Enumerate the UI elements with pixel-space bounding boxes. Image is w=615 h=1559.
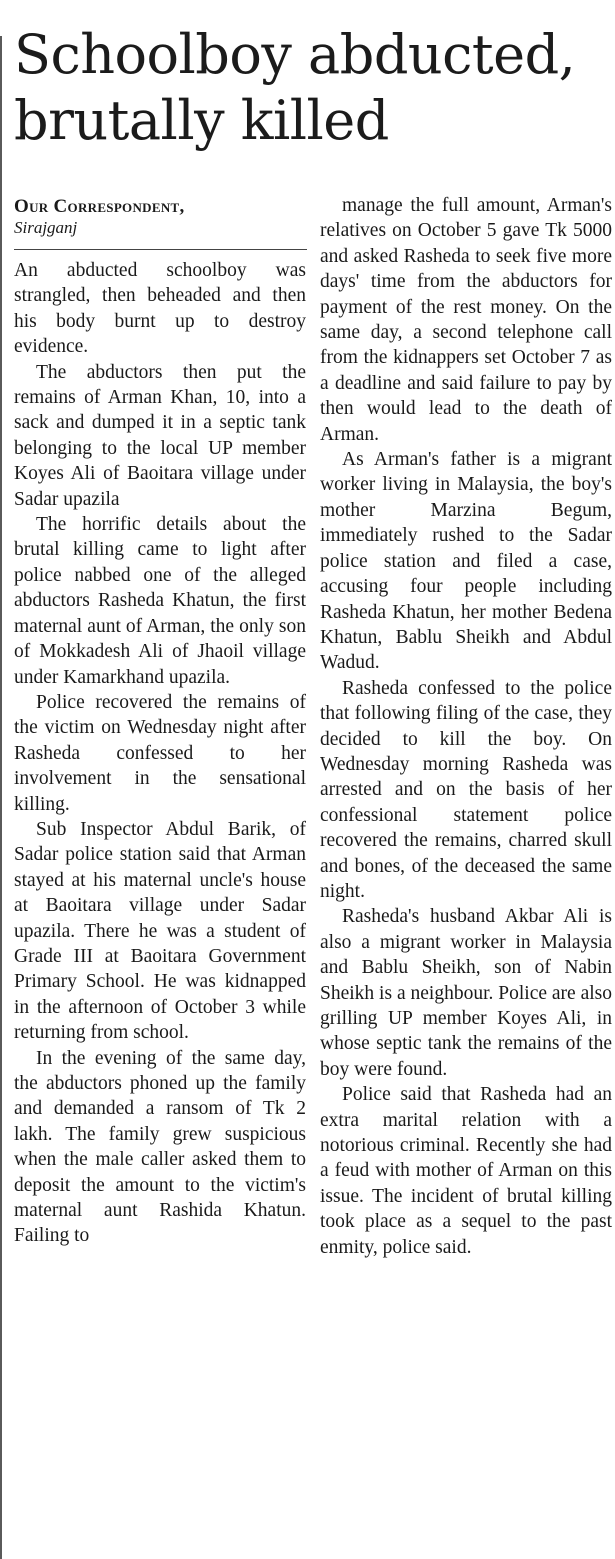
byline-dateline: Sirajganj: [14, 218, 78, 237]
column-rule: [0, 36, 2, 1559]
paragraph: The horrific details about the brutal killing came to light after police nabbed one of the alleged abductors Rasheda Khatun, the first maternal aunt of Arman, the only son of Mokkadesh Ali of Jhaoil village under Kamarkhand upazila.: [14, 514, 306, 688]
paragraph: Police said that Rasheda had an extra marital relation with a notorious criminal. Recently she had a feud with mother of Arman on this issue. The incident of brutal killing took place as a sequel to the past enmity, police said.: [320, 1084, 612, 1258]
paragraph: manage the full amount, Arman's relatives on October 5 gave Tk 5000 and asked Rasheda to seek five more days' time from the abductors for payment of the rest money. On the same day, a second telephone call from the kidnappers set October 7 as a deadline and said failure to pay by then would lead to the death of Arman.: [320, 195, 612, 445]
paragraph: Police recovered the remains of the victim on Wednesday night after Rasheda confessed to her involvement in the sensational killing.: [14, 691, 306, 815]
headline: Schoolboy abducted, brutally killed: [14, 23, 576, 152]
paragraph: Rasheda confessed to the police that following filing of the case, they decided to kill the boy. On Wednesday morning Rasheda was arrested and on the basis of her confessional statement police recovered the remains, charred skull and bones, of the deceased the same night.: [320, 677, 612, 902]
paragraph: Rasheda's husband Akbar Ali is also a migrant worker in Malaysia and Bablu Sheikh, son of Nabin Sheikh is a neighbour. Police are also grilling UP member Koyes Ali, in whose septic tank the remains of the boy were found.: [320, 906, 612, 1080]
paragraph: An abducted schoolboy was strangled, then beheaded and then his body burnt up to destroy evidence.: [14, 260, 306, 358]
byline: [14, 196, 304, 238]
byline-author: Our Correspondent,: [14, 196, 185, 217]
article-column-2: [320, 193, 612, 1260]
paragraph: The abductors then put the remains of Arman Khan, 10, into a sack and dumped it in a septic tank belonging to the local UP member Koyes Ali of Baoitara village under Sadar upazila: [14, 361, 306, 510]
paragraph: In the evening of the same day, the abductors phoned up the family and demanded a ransom of Tk 2 lakh. The family grew suspicious when the male caller asked them to deposit the amount to the victim's maternal aunt Rashida Khatun. Failing to: [14, 1047, 306, 1247]
byline-divider: [14, 249, 307, 250]
paragraph: Sub Inspector Abdul Barik, of Sadar police station said that Arman stayed at his maternal uncle's house at Baoitara village under Sadar upazila. There he was a student of Grade III at Baoitara Government Primary School. He was kidnapped in the afternoon of October 3 while returning from school.: [14, 818, 306, 1044]
article-column-1: [14, 258, 306, 1249]
paragraph: As Arman's father is a migrant worker living in Malaysia, the boy's mother Marzina Begum, immediately rushed to the Sadar police station and filed a case, accusing four people including Rasheda Khatun, her mother Bedena Khatun, Bablu Sheikh and Abdul Wadud.: [320, 449, 612, 674]
